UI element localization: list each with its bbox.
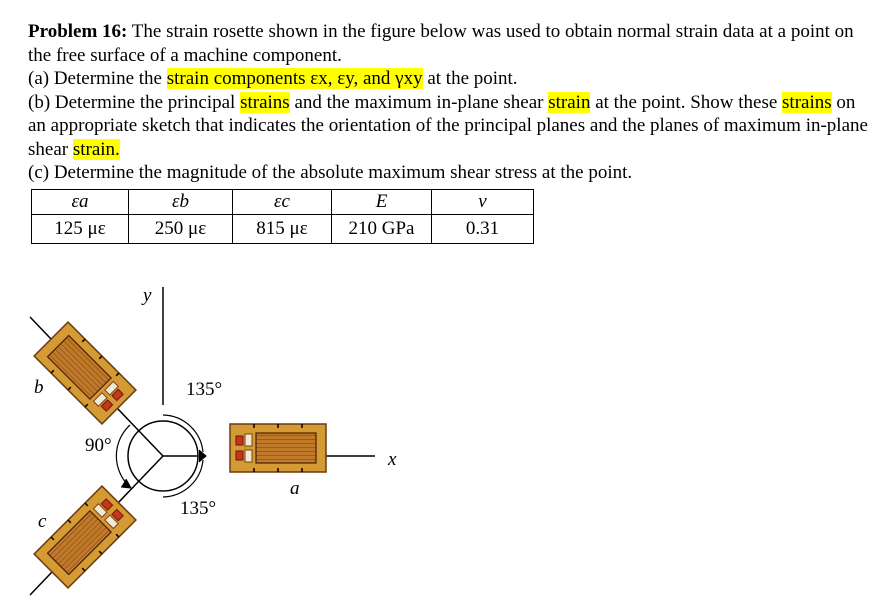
header-epsilon-a: εa (32, 190, 129, 215)
part-b-highlight-2: strain (548, 91, 591, 113)
part-a-suffix: at the point. (422, 68, 518, 89)
strain-rosette-figure (0, 265, 460, 601)
gauge-a-label: a (290, 478, 300, 499)
part-b-highlight-1: strains (240, 91, 290, 113)
gauge-a (230, 424, 326, 472)
gauge-c-label: c (38, 511, 47, 532)
value-epsilon-a: 125 με (32, 215, 129, 244)
part-b-text-2: and the maximum in-plane shear (289, 91, 549, 113)
problem-intro (28, 20, 868, 67)
problem-title: Problem 16: (28, 21, 128, 42)
value-epsilon-c: 815 με (233, 215, 332, 244)
data-table (31, 189, 534, 244)
header-modulus: E (332, 190, 432, 215)
angle-label-bottom: 135° (180, 498, 217, 519)
y-axis-label: y (143, 285, 152, 306)
angle-label-left: 90° (85, 435, 112, 456)
problem-intro-text: The strain rosette shown in the figure below was used to obtain normal strain data at a point on the free surface of a machine component. (28, 21, 854, 66)
part-c: (c) Determine the magnitude of the absolute maximum shear stress at the point. (28, 162, 633, 183)
problem-statement (28, 20, 868, 185)
header-epsilon-c: εc (233, 190, 332, 215)
table-header-row (32, 190, 534, 215)
part-b-text-4: on an appropriate sketch that indicates the orientation of the principal planes and the planes of maximum in-plane shear (28, 91, 868, 160)
header-epsilon-b: εb (129, 190, 233, 215)
value-modulus: 210 GPa (332, 215, 432, 244)
part-a-text: (a) Determine the (28, 68, 167, 89)
angle-label-top: 135° (186, 379, 223, 400)
gauge-b-label: b (34, 377, 44, 398)
part-b (28, 91, 868, 162)
arrowhead-c (121, 479, 131, 488)
part-a-highlight: strain components εx, εy, and γxy (166, 68, 423, 89)
part-a (28, 67, 868, 91)
part-b-highlight-4: strain. (72, 138, 120, 160)
gauge-c (34, 486, 136, 588)
value-epsilon-b: 250 με (129, 215, 233, 244)
part-b-text-1: (b) Determine the principal (28, 91, 241, 113)
spoke-c (139, 456, 163, 481)
part-b-text-3: at the point. Show these (590, 91, 783, 113)
header-poisson: ν (432, 190, 534, 215)
x-axis-label: x (388, 449, 397, 470)
part-b-highlight-3: strains (782, 91, 832, 113)
spoke-b (139, 431, 163, 456)
value-poisson: 0.31 (432, 215, 534, 244)
table-value-row (32, 215, 534, 244)
